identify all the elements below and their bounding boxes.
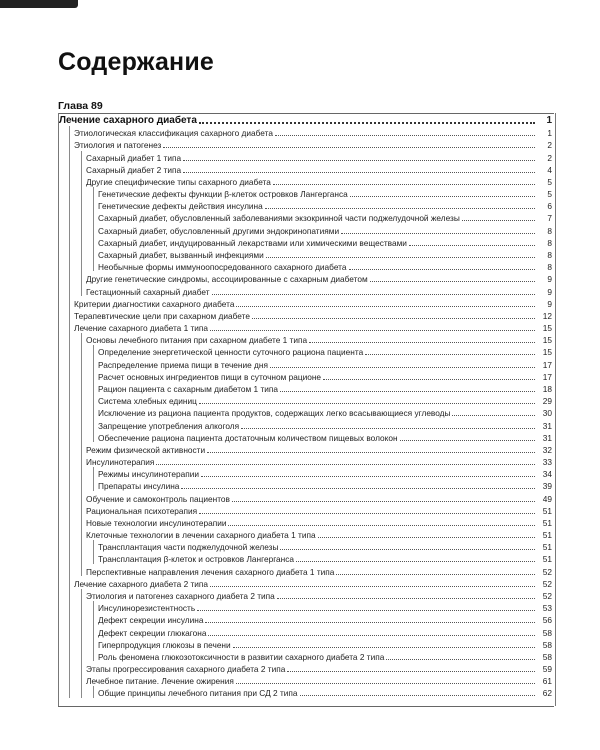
toc-entry[interactable] — [59, 321, 555, 333]
toc-guide-line — [93, 686, 94, 697]
toc-entry-title: Гиперпродукция глюкозы в печени — [98, 639, 231, 650]
toc-dot-leader — [181, 487, 535, 489]
toc-dot-leader — [205, 621, 535, 623]
toc-entry-title: Лечение сахарного диабета — [59, 115, 197, 126]
toc-dot-leader — [201, 475, 535, 477]
toc-entry-title: Генетические дефекты действия инсулина — [98, 201, 263, 212]
toc-entry[interactable] — [59, 589, 555, 601]
toc-dot-leader — [199, 512, 535, 514]
toc-entry-page: 49 — [542, 493, 552, 504]
toc-dot-leader — [270, 366, 535, 368]
toc-guide-line — [93, 345, 94, 441]
toc-dot-leader — [183, 171, 535, 173]
toc-entry-page: 7 — [547, 213, 552, 224]
toc-entry-page: 18 — [542, 383, 552, 394]
toc-entry-title: Необычные формы иммуноопосредованного сахарного диабета — [98, 262, 347, 273]
toc-entry[interactable] — [59, 443, 555, 455]
toc-dot-leader — [296, 560, 535, 562]
toc-entry-title: Обучение и самоконтроль пациентов — [86, 493, 230, 504]
toc-guide-line — [93, 187, 94, 271]
toc-dot-leader — [236, 682, 535, 684]
toc-entry-title: Рациональная психотерапия — [86, 505, 198, 516]
toc-entry-title: Распределение приема пищи в течение дня — [98, 359, 268, 370]
toc-entry-title: Другие генетические синдромы, ассоциированные с сахарным диабетом — [86, 274, 368, 285]
toc-entry-title: Определение энергетической ценности суточного рациона пациента — [98, 347, 364, 358]
toc-dot-leader — [210, 585, 535, 587]
toc-entry-title: Основы лечебного питания при сахарном диабете 1 типа — [86, 335, 308, 346]
toc-entry[interactable] — [59, 285, 555, 297]
toc-entry-title: Роль феномена глюкозотоксичности в развитии сахарного диабета 2 типа — [98, 651, 385, 662]
toc-entry-title: Новые технологии инсулинотерапии — [86, 517, 227, 528]
toc-entry-page: 17 — [542, 371, 552, 382]
toc-entry-page: 51 — [542, 542, 552, 553]
toc-entry-page: 2 — [547, 140, 552, 151]
toc-dot-leader — [341, 232, 535, 234]
toc-entry-page: 8 — [547, 225, 552, 236]
table-of-contents — [58, 113, 556, 706]
toc-entry[interactable] — [59, 199, 555, 211]
toc-entry[interactable] — [59, 248, 555, 260]
toc-dot-leader — [197, 609, 535, 611]
toc-entry[interactable] — [59, 565, 555, 577]
toc-dot-leader — [207, 451, 535, 453]
toc-entry[interactable] — [59, 394, 555, 406]
toc-dot-leader — [233, 646, 535, 648]
toc-entry-page: 32 — [542, 444, 552, 455]
toc-entry[interactable] — [59, 601, 555, 613]
toc-entry-page: 5 — [547, 189, 552, 200]
toc-dot-leader — [273, 183, 535, 185]
toc-entry[interactable] — [59, 260, 555, 272]
toc-guide-line — [81, 151, 82, 296]
toc-entry[interactable] — [59, 126, 555, 138]
toc-entry-page: 31 — [542, 420, 552, 431]
toc-dot-leader — [452, 414, 535, 416]
toc-entry[interactable] — [59, 297, 555, 309]
toc-entry-page: 12 — [542, 310, 552, 321]
toc-entry-page: 58 — [542, 639, 552, 650]
toc-dot-leader — [400, 439, 535, 441]
toc-entry[interactable] — [59, 662, 555, 674]
toc-entry[interactable] — [59, 638, 555, 650]
chapter-label: Глава 89 — [58, 100, 103, 112]
toc-entry-page: 34 — [542, 469, 552, 480]
toc-entry-title: Сахарный диабет, обусловленный другими эндокринопатиями — [98, 225, 340, 236]
toc-entry[interactable] — [59, 455, 555, 467]
toc-dot-leader — [156, 463, 535, 465]
toc-entry[interactable] — [59, 333, 555, 345]
scan-edge-mark — [0, 0, 78, 8]
toc-guide-line — [81, 333, 82, 576]
toc-entry-page: 52 — [542, 591, 552, 602]
toc-entry-title: Перспективные направления лечения сахарного диабета 1 типа — [86, 566, 335, 577]
toc-entry-page: 51 — [542, 505, 552, 516]
toc-entry[interactable] — [59, 686, 555, 698]
page-title: Содержание — [58, 48, 215, 76]
toc-entry[interactable] — [59, 151, 555, 163]
toc-dot-leader — [277, 597, 535, 599]
toc-dot-leader — [300, 694, 536, 696]
toc-dot-leader — [183, 159, 535, 161]
toc-dot-leader — [349, 268, 536, 270]
toc-entry-page: 9 — [547, 286, 552, 297]
toc-entry-page: 8 — [547, 237, 552, 248]
toc-entry[interactable] — [59, 358, 555, 370]
toc-dot-leader — [232, 500, 535, 502]
toc-entry[interactable] — [59, 613, 555, 625]
toc-entry-title: Расчет основных ингредиентов пищи в суточном рационе — [98, 371, 322, 382]
toc-entry-page: 15 — [542, 323, 552, 334]
toc-entry[interactable] — [59, 419, 555, 431]
toc-entry[interactable] — [59, 516, 555, 528]
toc-entry-title: Этиология и патогенез сахарного диабета 2 типа — [86, 591, 275, 602]
toc-entry[interactable] — [59, 163, 555, 175]
toc-dot-leader — [386, 658, 535, 660]
toc-entry-page: 51 — [542, 554, 552, 565]
toc-entry-title: Сахарный диабет 1 типа — [86, 152, 182, 163]
toc-dot-leader — [228, 524, 535, 526]
toc-entry-page: 15 — [542, 335, 552, 346]
toc-entry[interactable] — [59, 187, 555, 199]
toc-guide-line — [93, 467, 94, 490]
toc-entry-page: 58 — [542, 651, 552, 662]
toc-entry-title: Этиология и патогенез — [74, 140, 162, 151]
toc-entry-title: Трансплантация β-клеток и островков Лангерганса — [98, 554, 294, 565]
toc-entry[interactable] — [59, 650, 555, 662]
toc-dot-leader — [309, 341, 535, 343]
toc-entry[interactable] — [59, 175, 555, 187]
toc-guide-line — [81, 589, 82, 698]
toc-entry-title: Общие принципы лечебного питания при СД 2 типа — [98, 688, 298, 699]
toc-entry-page: 51 — [542, 530, 552, 541]
toc-entry-title: Терапевтические цели при сахарном диабете — [74, 310, 250, 321]
toc-entry-title: Запрещение употребления алкоголя — [98, 420, 240, 431]
toc-entry-title: Лечебное питание. Лечение ожирения — [86, 676, 234, 687]
toc-entry-title: Этиологическая классификация сахарного диабета — [74, 128, 273, 139]
toc-entry[interactable] — [59, 114, 555, 126]
toc-entry-page: 59 — [542, 664, 552, 675]
toc-entry[interactable] — [59, 370, 555, 382]
toc-dot-leader — [252, 317, 535, 319]
toc-entry-title: Режимы инсулинотерапии — [98, 469, 199, 480]
toc-entry-page: 58 — [542, 627, 552, 638]
toc-dot-leader — [236, 305, 535, 307]
toc-dot-leader — [336, 573, 535, 575]
toc-dot-leader — [370, 280, 535, 282]
toc-entry-title: Сахарный диабет 2 типа — [86, 164, 182, 175]
toc-entry-title: Рацион пациента с сахарным диабетом 1 типа — [98, 383, 279, 394]
toc-entry-page: 52 — [542, 578, 552, 589]
toc-entry-title: Дефект секреции глюкагона — [98, 627, 207, 638]
toc-entry-page: 8 — [547, 249, 552, 260]
toc-dot-leader — [199, 121, 535, 124]
toc-entry-page: 6 — [547, 201, 552, 212]
toc-dot-leader — [280, 390, 535, 392]
toc-dot-leader — [462, 219, 535, 221]
toc-entry-title: Сахарный диабет, индуцированный лекарствами или химическими веществами — [98, 237, 407, 248]
toc-entry[interactable] — [59, 272, 555, 284]
toc-entry-title: Дефект секреции инсулина — [98, 615, 204, 626]
toc-entry-page: 61 — [542, 676, 552, 687]
toc-dot-leader — [241, 427, 535, 429]
toc-entry[interactable] — [59, 138, 555, 150]
toc-entry-page: 17 — [542, 359, 552, 370]
toc-entry-page: 33 — [542, 457, 552, 468]
toc-entry-page: 29 — [542, 396, 552, 407]
toc-entry-page: 30 — [542, 408, 552, 419]
toc-entry[interactable] — [59, 211, 555, 223]
toc-entry-title: Обеспечение рациона пациента достаточным количеством пищевых волокон — [98, 432, 398, 443]
toc-entry[interactable] — [59, 345, 555, 357]
toc-entry-title: Трансплантация части поджелудочной железы — [98, 542, 279, 553]
toc-entry[interactable] — [59, 431, 555, 443]
toc-entry-title: Генетические дефекты функции β-клеток островков Лангерганса — [98, 189, 348, 200]
toc-entry-title: Режим физической активности — [86, 444, 206, 455]
toc-entry-page: 31 — [542, 432, 552, 443]
toc-guide-line — [93, 601, 94, 661]
toc-entry-title: Гестационный сахарный диабет — [86, 286, 210, 297]
toc-entry[interactable] — [59, 504, 555, 516]
toc-entry-page: 1 — [547, 128, 552, 139]
toc-dot-leader — [350, 195, 535, 197]
toc-entry[interactable] — [59, 309, 555, 321]
toc-entry[interactable] — [59, 236, 555, 248]
toc-entry-title: Препараты инсулина — [98, 481, 180, 492]
toc-entry-title: Инсулинорезистентность — [98, 603, 196, 614]
toc-entry[interactable] — [59, 382, 555, 394]
toc-entry[interactable] — [59, 224, 555, 236]
toc-bottom-rule — [58, 706, 554, 707]
toc-entry-page: 56 — [542, 615, 552, 626]
toc-entry-title: Другие специфические типы сахарного диабета — [86, 176, 271, 187]
toc-entry-title: Исключение из рациона пациента продуктов, содержащих легко всасывающиеся углеводы — [98, 408, 451, 419]
toc-entry-page: 9 — [547, 298, 552, 309]
toc-entry[interactable] — [59, 577, 555, 589]
toc-entries — [59, 113, 555, 706]
toc-dot-leader — [266, 256, 535, 258]
toc-entry-page: 9 — [547, 274, 552, 285]
toc-entry-title: Сахарный диабет, обусловленный заболеваниями экзокринной части поджелудочной железы — [98, 213, 460, 224]
toc-dot-leader — [163, 146, 535, 148]
toc-dot-leader — [212, 293, 535, 295]
toc-entry-page: 15 — [542, 347, 552, 358]
toc-entry-page: 5 — [547, 176, 552, 187]
toc-guide-line — [93, 540, 94, 563]
toc-entry[interactable] — [59, 626, 555, 638]
toc-entry[interactable] — [59, 406, 555, 418]
toc-dot-leader — [318, 536, 535, 538]
toc-entry-title: Этапы прогрессирования сахарного диабета 2 типа — [86, 664, 286, 675]
toc-entry-title: Инсулинотерапия — [86, 457, 155, 468]
toc-entry-title: Клеточные технологии в лечении сахарного диабета 1 типа — [86, 530, 316, 541]
toc-entry[interactable] — [59, 674, 555, 686]
toc-guide-line — [69, 126, 70, 697]
toc-entry-page: 4 — [547, 164, 552, 175]
toc-entry-title: Критерии диагностики сахарного диабета — [74, 298, 235, 309]
toc-dot-leader — [409, 244, 535, 246]
toc-entry-title: Сахарный диабет, вызванный инфекциями — [98, 249, 264, 260]
toc-dot-leader — [323, 378, 535, 380]
toc-dot-leader — [265, 207, 535, 209]
toc-entry-page: 53 — [542, 603, 552, 614]
toc-entry-page: 51 — [542, 517, 552, 528]
toc-entry[interactable] — [59, 528, 555, 540]
toc-entry-title: Лечение сахарного диабета 2 типа — [74, 578, 209, 589]
toc-dot-leader — [280, 548, 535, 550]
toc-entry-page: 62 — [542, 688, 552, 699]
toc-entry-page: 2 — [547, 152, 552, 163]
toc-entry-page: 8 — [547, 262, 552, 273]
toc-entry[interactable] — [59, 540, 555, 552]
toc-dot-leader — [275, 134, 535, 136]
toc-entry[interactable] — [59, 467, 555, 479]
toc-dot-leader — [210, 329, 535, 331]
toc-entry[interactable] — [59, 479, 555, 491]
toc-entry-title: Лечение сахарного диабета 1 типа — [74, 323, 209, 334]
toc-dot-leader — [208, 634, 535, 636]
toc-dot-leader — [199, 402, 535, 404]
toc-entry-page: 1 — [546, 115, 552, 126]
toc-entry[interactable] — [59, 552, 555, 564]
toc-entry-page: 52 — [542, 566, 552, 577]
toc-entry-page: 39 — [542, 481, 552, 492]
toc-entry[interactable] — [59, 492, 555, 504]
toc-dot-leader — [365, 353, 535, 355]
toc-dot-leader — [287, 670, 535, 672]
toc-entry-title: Система хлебных единиц — [98, 396, 197, 407]
